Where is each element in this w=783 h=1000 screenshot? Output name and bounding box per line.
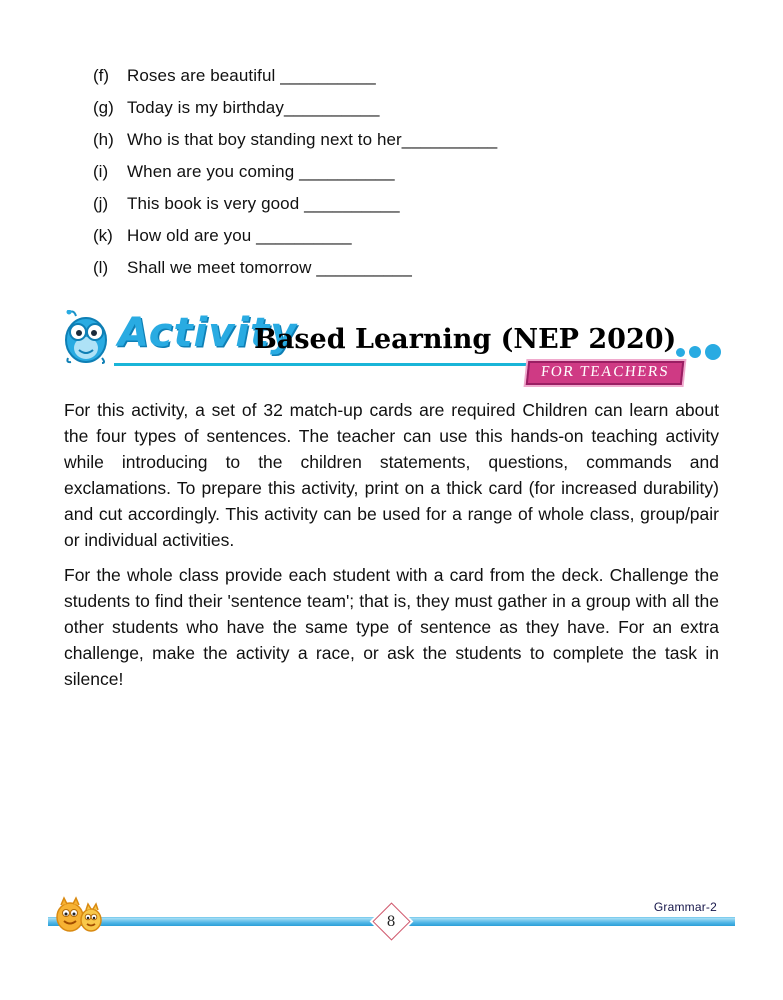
activity-title: Activity	[118, 310, 298, 356]
activity-heading	[62, 308, 721, 366]
activity-paragraph: For this activity, a set of 32 match-up cards are required Children can learn about the four types of sentences. The teacher can use this hands-on teaching activity while introducing to the children statements, questions, commands and exclamations. To prepare this activity, print on a thick card (for increased durability) and cut accordingly. This activity can be used for a range of whole class, group/pair or individual activities.	[64, 400, 719, 550]
activity-subtitle: Based Learning (NEP 2020)	[254, 324, 677, 355]
exercise-item	[93, 258, 703, 290]
book-label: Grammar-2	[653, 900, 717, 914]
exercise-item	[93, 66, 703, 98]
exercise-item	[93, 226, 703, 258]
exercise-item	[93, 98, 703, 130]
dot-icon	[689, 346, 701, 358]
footer-monsters-icon	[55, 891, 103, 938]
exercise-item-text: Who is that boy standing next to her__________	[127, 130, 498, 149]
page-number-badge	[372, 902, 410, 940]
exercise-item-label: (j)	[93, 194, 109, 213]
exercise-item-label: (f)	[93, 66, 110, 85]
exercise-item-text: Shall we meet tomorrow __________	[127, 258, 412, 277]
activity-paragraph: For the whole class provide each student with a card from the deck. Challenge the students to find their 'sentence team'; that is, they must gather in a group with all the other students who have the same type of sentence as they have. For an extra challenge, make the activity a race, or ask the students to complete the task in silence!	[64, 565, 719, 689]
exercise-item	[93, 194, 703, 226]
exercise-item	[93, 130, 703, 162]
exercise-item-text: Today is my birthday__________	[127, 98, 380, 117]
dot-icon	[705, 344, 721, 360]
exercise-item-text: How old are you __________	[127, 226, 352, 245]
exercise-item-text: When are you coming __________	[127, 162, 395, 181]
exercise-item-text: Roses are beautiful __________	[127, 66, 376, 85]
activity-body	[64, 397, 719, 701]
exercise-item-label: (h)	[93, 130, 114, 149]
exercise-item-label: (l)	[93, 258, 109, 277]
page-number: 8	[386, 913, 396, 930]
exercise-item-text: This book is very good __________	[127, 194, 400, 213]
exercise-item-label: (k)	[93, 226, 113, 245]
dot-icon	[676, 348, 685, 357]
decor-dots-icon	[676, 344, 721, 360]
monster-mascot-icon	[62, 310, 114, 369]
exercise-item-label: (g)	[93, 98, 114, 117]
for-teachers-badge: FOR TEACHERS	[526, 361, 685, 385]
exercise-item	[93, 162, 703, 194]
exercise-item-label: (i)	[93, 162, 109, 181]
exercise-list	[93, 66, 703, 290]
